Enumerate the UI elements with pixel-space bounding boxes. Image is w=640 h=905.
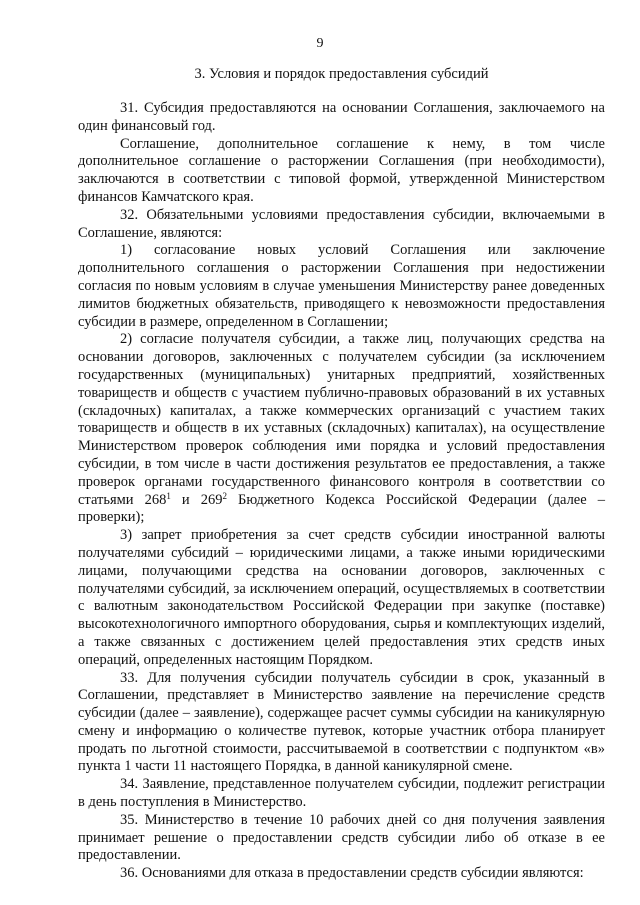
document-body xyxy=(78,100,605,883)
page-number: 9 xyxy=(316,36,324,51)
paragraph-34: 34. Заявление, представленное получателем субсидии, подлежит регистрации в день поступления в Министерство. xyxy=(78,776,605,811)
paragraph-35: 35. Министерство в течение 10 рабочих дней со дня получения заявления принимает решение о предоставлении средств субсидии либо об отказе в ее предоставлении. xyxy=(78,811,605,864)
superscript-2: 2 xyxy=(222,490,227,501)
paragraph-32-item-2-text-c: Бюджетного Кодекса Российской Федерации (далее – проверки); xyxy=(78,491,605,526)
paragraph-33: 33. Для получения субсидии получатель субсидии в срок, указанный в Соглашении, представляет в Министерство заявление на перечисление средств субсидии (далее – заявление), содержащее расчет суммы субсидии на каникулярную смену и информацию о количестве путевок, которые участник отбора планирует продать по льготной стоимости, рассчитываемой в соответствии с подпунктом «в» пункта 1 части 11 настоящего Порядка, в данной каникулярной смене. xyxy=(78,669,605,775)
paragraph-32-item-2-text-a: 2) согласие получателя субсидии, а также лиц, получающих средства на основании договоров, заключенных с получателем субсидии (за исключением государственных (муниципальных) унитарных предприятий, хозяйственных товариществ и обществ с участием публично-правовых образований в их уставных (складочных) капиталах, а также коммерческих организаций с участием таких товариществ и обществ в их уставных (складочных) капиталах), на осуществление Министерством проверок соблюдения ими порядка и условий предоставления субсидии, в том числе в части достижения результатов ее предоставления, а также проверок органами государственного финансового контроля в соответствии со статьями 268 xyxy=(78,331,605,508)
paragraph-36: 36. Основаниями для отказа в предоставлении средств субсидии являются: xyxy=(120,865,584,882)
paragraph-31-agreement: Соглашение, дополнительное соглашение к нему, в том числе дополнительное соглашение о расторжении Соглашения (при необходимости), заключаются в соответствии с типовой формой, утвержденной Министерством финансов Камчатского края. xyxy=(78,135,605,205)
paragraph-32: 32. Обязательными условиями предоставления субсидии, включаемыми в Соглашение, являются: xyxy=(78,206,605,241)
paragraph-32-item-3: 3) запрет приобретения за счет средств субсидии иностранной валюты получателями субсидий – юридическими лицами, а также иными юридическими лицами, получающими средства на основании договоров, заключенных с получателями субсидий, за исключением операций, осуществляемых в соответствии с валютным законодательством Российской Федерации при закупке (поставке) высокотехнологичного импортного оборудования, сырья и комплектующих изделий, а также связанных с достижением целей предоставления этих средств иных операций, определенных настоящим Порядком. xyxy=(78,527,605,668)
superscript-1: 1 xyxy=(166,490,171,501)
section-heading: 3. Условия и порядок предоставления субсидий xyxy=(194,66,489,82)
paragraph-32-item-2 xyxy=(78,331,605,527)
paragraph-32-item-2-text-b: и 269 xyxy=(170,491,223,508)
paragraph-31: 31. Субсидия предоставляются на основании Соглашения, заключаемого на один финансовый год. xyxy=(78,100,605,134)
paragraph-32-item-1: 1) согласование новых условий Соглашения или заключение дополнительного соглашения о расторжении Соглашения при недостижении согласия по новым условиям в случае уменьшения Министерству ранее доведенных лимитов бюджетных обязательств, приводящего к невозможности предоставления субсидии в размере, определенном в Соглашении; xyxy=(78,242,605,330)
